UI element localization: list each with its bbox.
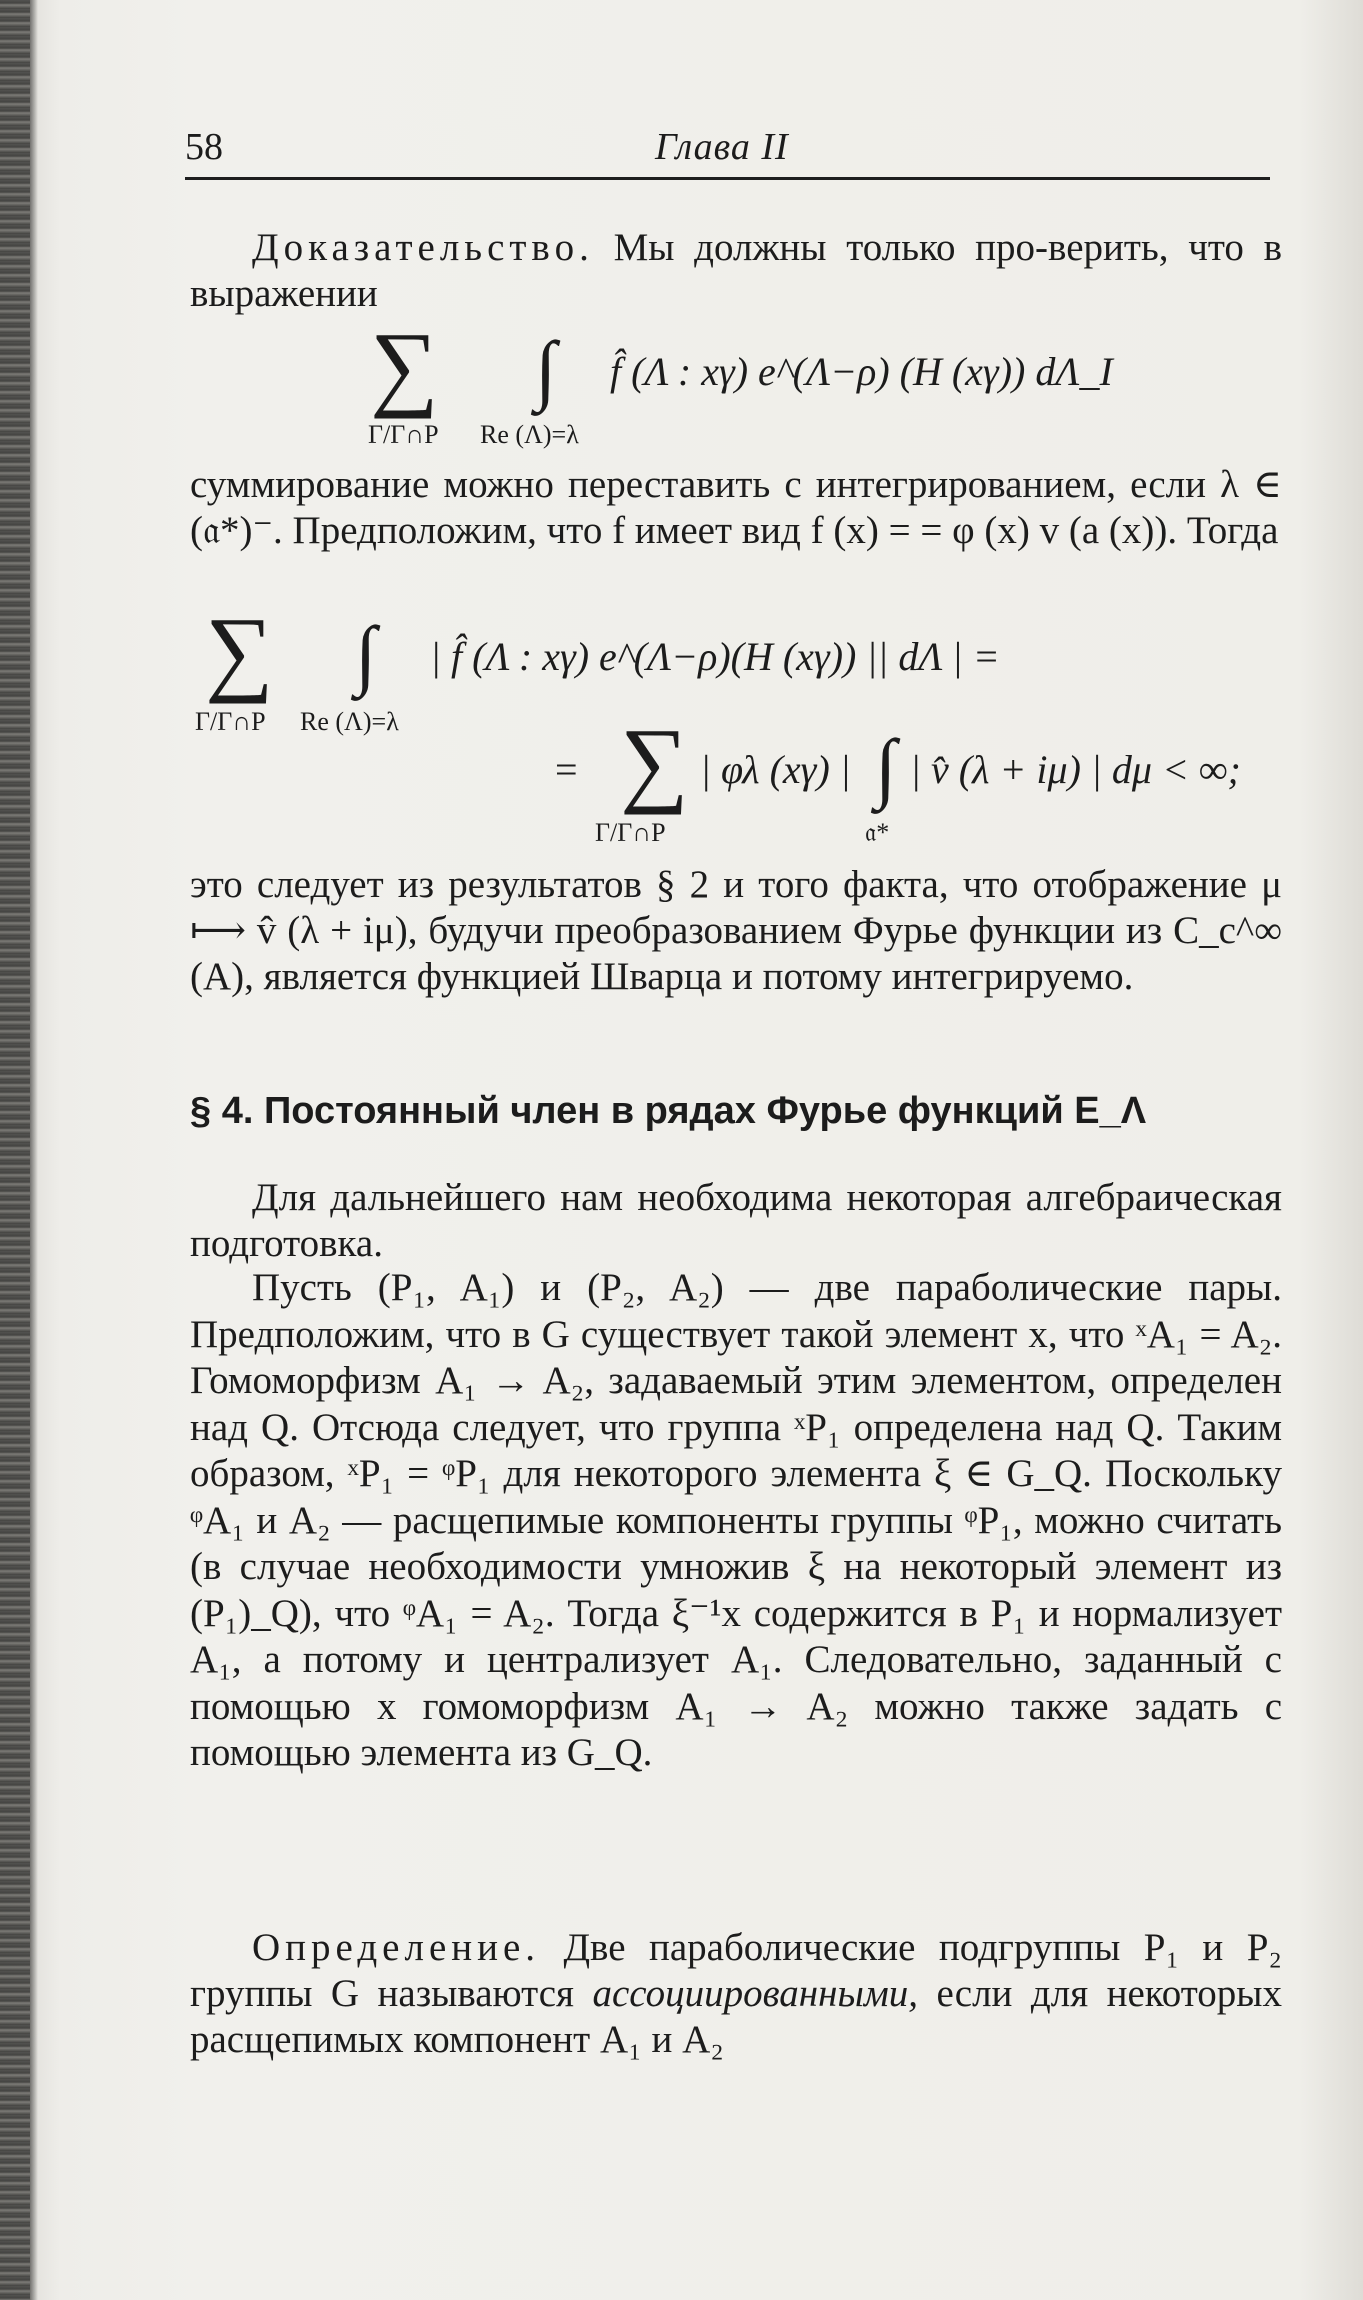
integral-symbol: ∫ [355, 610, 377, 697]
proof-lead-word: Доказательство. [252, 226, 594, 269]
paragraph-summation: суммирование можно переставить с интегрированием, если λ ∈ (𝔞*)⁻. Предположим, что f имеет вид f (x) = = φ (x) v (a (x)). Тогда [190, 463, 1282, 552]
sum-symbol: ∑ [620, 708, 689, 815]
proof-text: Мы должны только про-верить, что в выражении [190, 226, 1282, 315]
integral-symbol: ∫ [535, 325, 557, 412]
binding-edge [0, 0, 30, 2300]
definition-term: ассоциированными, [592, 1972, 918, 2015]
sum-subscript: Γ/Γ∩P [595, 818, 666, 847]
proof-paragraph [190, 225, 1282, 317]
formula-body: | f̂ (Λ : xγ) e^(Λ−ρ)(H (xγ)) || dΛ | = [430, 634, 1000, 679]
sum-subscript: Γ/Γ∩P [195, 707, 266, 736]
integral-subscript: Re (Λ)=λ [480, 420, 579, 449]
paragraph-parabolic-pairs: Пусть (P₁, A₁) и (P₂, A₂) — две параболические пары. Предположим, что в G существует такой элемент x, что ˣA₁ = A₂. Гомоморфизм A₁ → A₂, задаваемый этим элементом, определен над Q. Отсюда следует, что группа ˣP₁ определена над Q. Таким образом, ˣP₁ = ᵠP₁ для некоторого элемента ξ ∈ G_Q. Поскольку ᵠA₁ и A₂ — расщепимые компоненты группы ᵠP₁, можно считать (в случае необходимости умножив ξ на некоторый элемент из (P₁)_Q), что ᵠA₁ = A₂. Тогда ξ⁻¹x содержится в P₁ и нормализует A₁, а потому и централизует A₁. Следовательно, заданный с помощью x гомоморфизм A₁ → A₂ можно также задать с помощью элемента из G_Q. [190, 1266, 1282, 1774]
page-header [185, 125, 1270, 180]
integral-subscript: 𝔞* [865, 818, 890, 847]
formula-body-b: | v̂ (λ + iμ) | dμ < ∞; [910, 747, 1241, 792]
paragraph-preparation: Для дальнейшего нам необходима некоторая алгебраическая подготовка. [190, 1176, 1282, 1265]
chapter-title: Глава II [655, 126, 789, 168]
page-number: 58 [185, 126, 223, 168]
formula-1 [368, 312, 1170, 450]
section-heading: § 4. Постоянный член в рядах Фурье функций E_Λ [190, 1090, 1147, 1132]
formula-body-a: | φλ (xγ) | [700, 747, 851, 792]
sum-symbol: ∑ [370, 312, 439, 419]
sum-subscript: Γ/Γ∩P [368, 420, 439, 449]
binding-shadow [30, 0, 38, 2300]
paragraph-consequence: это следует из результатов § 2 и того факта, что отображение μ ⟼ v̂ (λ + iμ), будучи преобразованием Фурье функции из C_c^∞ (A), является функцией Шварца и потому интегрируемо. [190, 863, 1282, 998]
definition-lead-word: Определение. [252, 1926, 541, 1969]
formula-3 [555, 708, 1285, 850]
definition-paragraph [190, 1925, 1282, 2063]
definition-text-b: если для некоторых расщепимых компонент A₁ и A₂ [190, 1972, 1282, 2061]
integral-symbol: ∫ [875, 723, 897, 810]
equals-sign: = [555, 747, 578, 792]
sum-symbol: ∑ [205, 597, 274, 704]
integral-subscript: Re (Λ)=λ [300, 707, 399, 736]
definition-text-a: Две параболические подгруппы P₁ и P₂ группы G называются [190, 1926, 1282, 2015]
formula-body: f̂ (Λ : xγ) e^(Λ−ρ) (H (xγ)) dΛ_I [610, 349, 1113, 394]
